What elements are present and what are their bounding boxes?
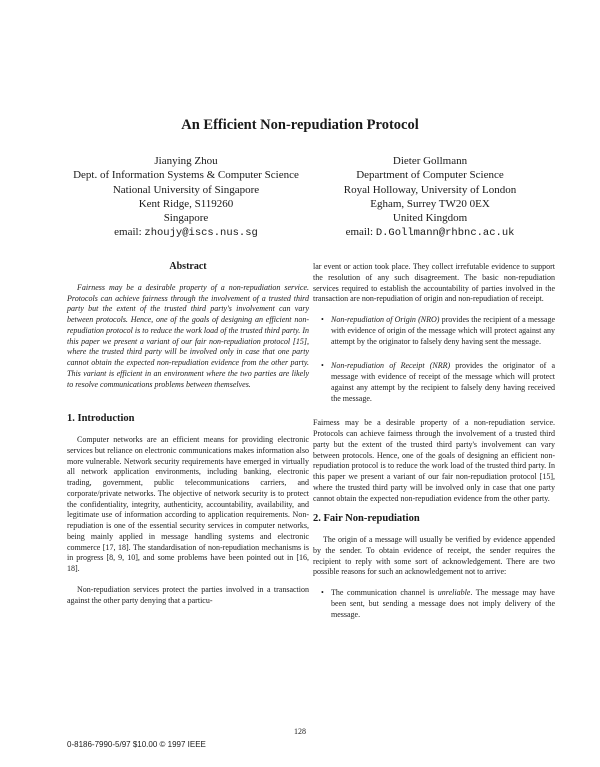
author-org: Royal Holloway, University of London <box>343 183 517 196</box>
right-paragraph-1: lar event or action took place. They collect irrefutable evidence to support the resolution of any such disagreement. The basic non-repudiation services required to establish the accountability of parties involved in the transaction are non-repudiation of origin and non-repudiation of receipt. <box>313 262 555 304</box>
author-email-line <box>310 225 550 240</box>
list-item <box>321 361 555 404</box>
author-email-line <box>66 225 306 240</box>
list-item-term: unreliable <box>437 588 471 597</box>
list-item-text: provides the recipient of a message with evidence of origin of the message which will protect against any attempt by the originator to falsely deny having sent the message. <box>331 315 556 346</box>
section-heading-introduction: 1. Introduction <box>67 413 135 425</box>
bullet-icon: • <box>321 361 324 371</box>
right-column <box>313 262 555 634</box>
bullet-icon: • <box>321 315 324 324</box>
intro-paragraph-1: Computer networks are an efficient means for providing electronic services but reliance on electronic communications makes information also more vulnerable. Network security requirements have emerged in virtually all network application environments, including banking, electronic trading, government, public telecommunications carriers, and corporate/private networks. The objective of network security is to protect the confidentiality, integrity, authenticity, accountability, availability, and legitimate use of information according to application requirements. Non-repudiation is one of the essential security services in computer networks, being mainly applied in message handling systems and electronic commerce [17, 18]. The standardisation of non-repudiation mechanisms is in progress [8, 9, 10], and some problems have been pointed out in [16, 18]. <box>67 435 309 573</box>
list-item-term: Non-repudiation of Origin (NRO) <box>331 315 440 324</box>
author-email-label: email: <box>345 226 374 239</box>
reasons-list <box>313 588 555 620</box>
list-item-text: . The message may have been sent, but sending a message does not imply delivery of the message. <box>331 588 555 619</box>
author-country: United Kingdom <box>392 212 468 225</box>
list-item <box>321 588 555 620</box>
author-address: Egham, Surrey TW20 0EX <box>370 197 490 210</box>
list-item-prefix: The communication channel is <box>331 588 438 597</box>
left-column <box>67 262 309 616</box>
author-email[interactable]: zhoujy@iscs.nus.sg <box>144 227 258 240</box>
right-paragraph-2: Fairness may be a desirable property of a non-repudiation service. Protocols can achieve fairness through the involvement of a trusted third party but the extent of the trusted third party's involvement can vary between protocols. Hence, one of the goals of designing an efficient non-repudiation protocol is to reduce the work load of the trusted third party. In this paper we present a variant of our fair non-repudiation protocol [15], where the trusted third party will be involved only in case that one party cannot obtain the expected non-repudiation evidence from the other party. <box>313 418 555 503</box>
intro-paragraph-2: Non-repudiation services protect the parties involved in a transaction against the other party denying that a particu- <box>67 584 309 605</box>
list-item <box>321 315 556 347</box>
list-item-text: provides the originator of a message with evidence of receipt of the message which will protect against any attempt by the recipient to falsely deny having received the message. <box>331 361 555 403</box>
author-address: Kent Ridge, S119260 <box>138 197 234 210</box>
author-org: National University of Singapore <box>112 183 260 196</box>
services-list <box>313 315 555 404</box>
paper-title: An Efficient Non-repudiation Protocol <box>181 117 419 133</box>
author-dept: Dept. of Information Systems & Computer Science <box>73 169 299 182</box>
abstract-heading: Abstract <box>169 261 207 272</box>
author-email-label: email: <box>114 226 142 239</box>
list-item-term: Non-repudiation of Receipt (NRR) <box>331 361 451 371</box>
author-name: Jianying Zhou <box>154 155 218 167</box>
copyright-notice: 0-8186-7990-5/97 $10.00 © 1997 IEEE <box>67 740 206 749</box>
author-dept: Department of Computer Science <box>356 169 504 182</box>
bullet-icon: • <box>321 588 324 597</box>
author-block-1 <box>66 154 306 241</box>
right-paragraph-3: The origin of a message will usually be verified by evidence appended by the sender. To obtain evidence of receipt, the sender requires the recipient to reply with some sort of acknowledgement. There are two possible reasons for such an acknowledgement not to arrive: <box>313 535 555 577</box>
author-name: Dieter Gollmann <box>392 155 468 167</box>
author-block-2 <box>310 154 550 241</box>
section-heading-fair-non-repudiation: 2. Fair Non-repudiation <box>313 513 420 525</box>
page-number: 128 <box>294 727 306 736</box>
author-email[interactable]: D.Gollmann@rhbnc.ac.uk <box>375 227 515 240</box>
abstract-text: Fairness may be a desirable property of a non-repudiation service. Protocols can achieve fairness through the involvement of a trusted third party but the extent of the trusted third party's involvement can vary between protocols. Hence, one of the goals of designing an efficient non-repudiation protocol is to reduce the work load of the trusted third party. In this paper we present a variant of our fair non-repudiation protocol [15], where the trusted third party will be involved only in case that one party cannot obtain the expected non-repudiation evidence from the other party. This variant is efficient in an environment where the two parties are likely to resolve communications problems between themselves. <box>67 282 309 389</box>
author-country: Singapore <box>163 212 209 225</box>
